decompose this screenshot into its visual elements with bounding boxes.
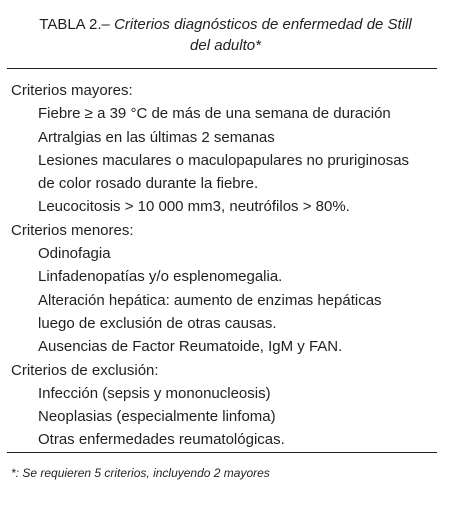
criteria-item: Linfadenopatías y/o esplenomegalia. xyxy=(38,268,283,286)
minor-criteria-heading: Criterios menores: xyxy=(11,221,134,239)
criteria-item: Otras enfermedades reumatológicas. xyxy=(38,431,285,449)
criteria-item: Fiebre ≥ a 39 °C de más de una semana de duración xyxy=(38,105,391,123)
criteria-item: de color rosado durante la fiebre. xyxy=(38,175,259,193)
criteria-item: Odinofagia xyxy=(38,245,111,263)
criteria-item: Ausencias de Factor Reumatoide, IgM y FAN. xyxy=(38,338,343,356)
table-title xyxy=(0,14,451,56)
criteria-item: Alteración hepática: aumento de enzimas hepáticas xyxy=(38,291,382,309)
table-title-line-1 xyxy=(0,14,451,35)
criteria-item: Lesiones maculares o maculopapulares no pruriginosas xyxy=(38,151,410,169)
criteria-item: Infección (sepsis y mononucleosis) xyxy=(38,384,271,402)
exclusion-criteria-heading: Criterios de exclusión: xyxy=(11,361,159,379)
criteria-item: Leucocitosis > 10 000 mm3, neutrófilos > 80%. xyxy=(38,198,350,216)
criteria-list xyxy=(11,79,441,452)
criteria-item: Neoplasias (especialmente linfoma) xyxy=(38,408,276,426)
major-criteria-heading: Criterios mayores: xyxy=(11,82,133,99)
table-footnote: *: Se requieren 5 criterios, incluyendo 2 mayores xyxy=(11,466,270,480)
table-number: TABLA 2.– xyxy=(39,16,110,33)
top-rule xyxy=(7,68,437,69)
table-title-text: Criterios diagnósticos de enfermedad de Still xyxy=(114,16,412,33)
bottom-rule xyxy=(7,452,437,453)
criteria-item: luego de exclusión de otras causas. xyxy=(38,314,277,332)
criteria-item: Artralgias en las últimas 2 semanas xyxy=(38,128,275,146)
table-title-line-2: del adulto* xyxy=(190,37,261,54)
